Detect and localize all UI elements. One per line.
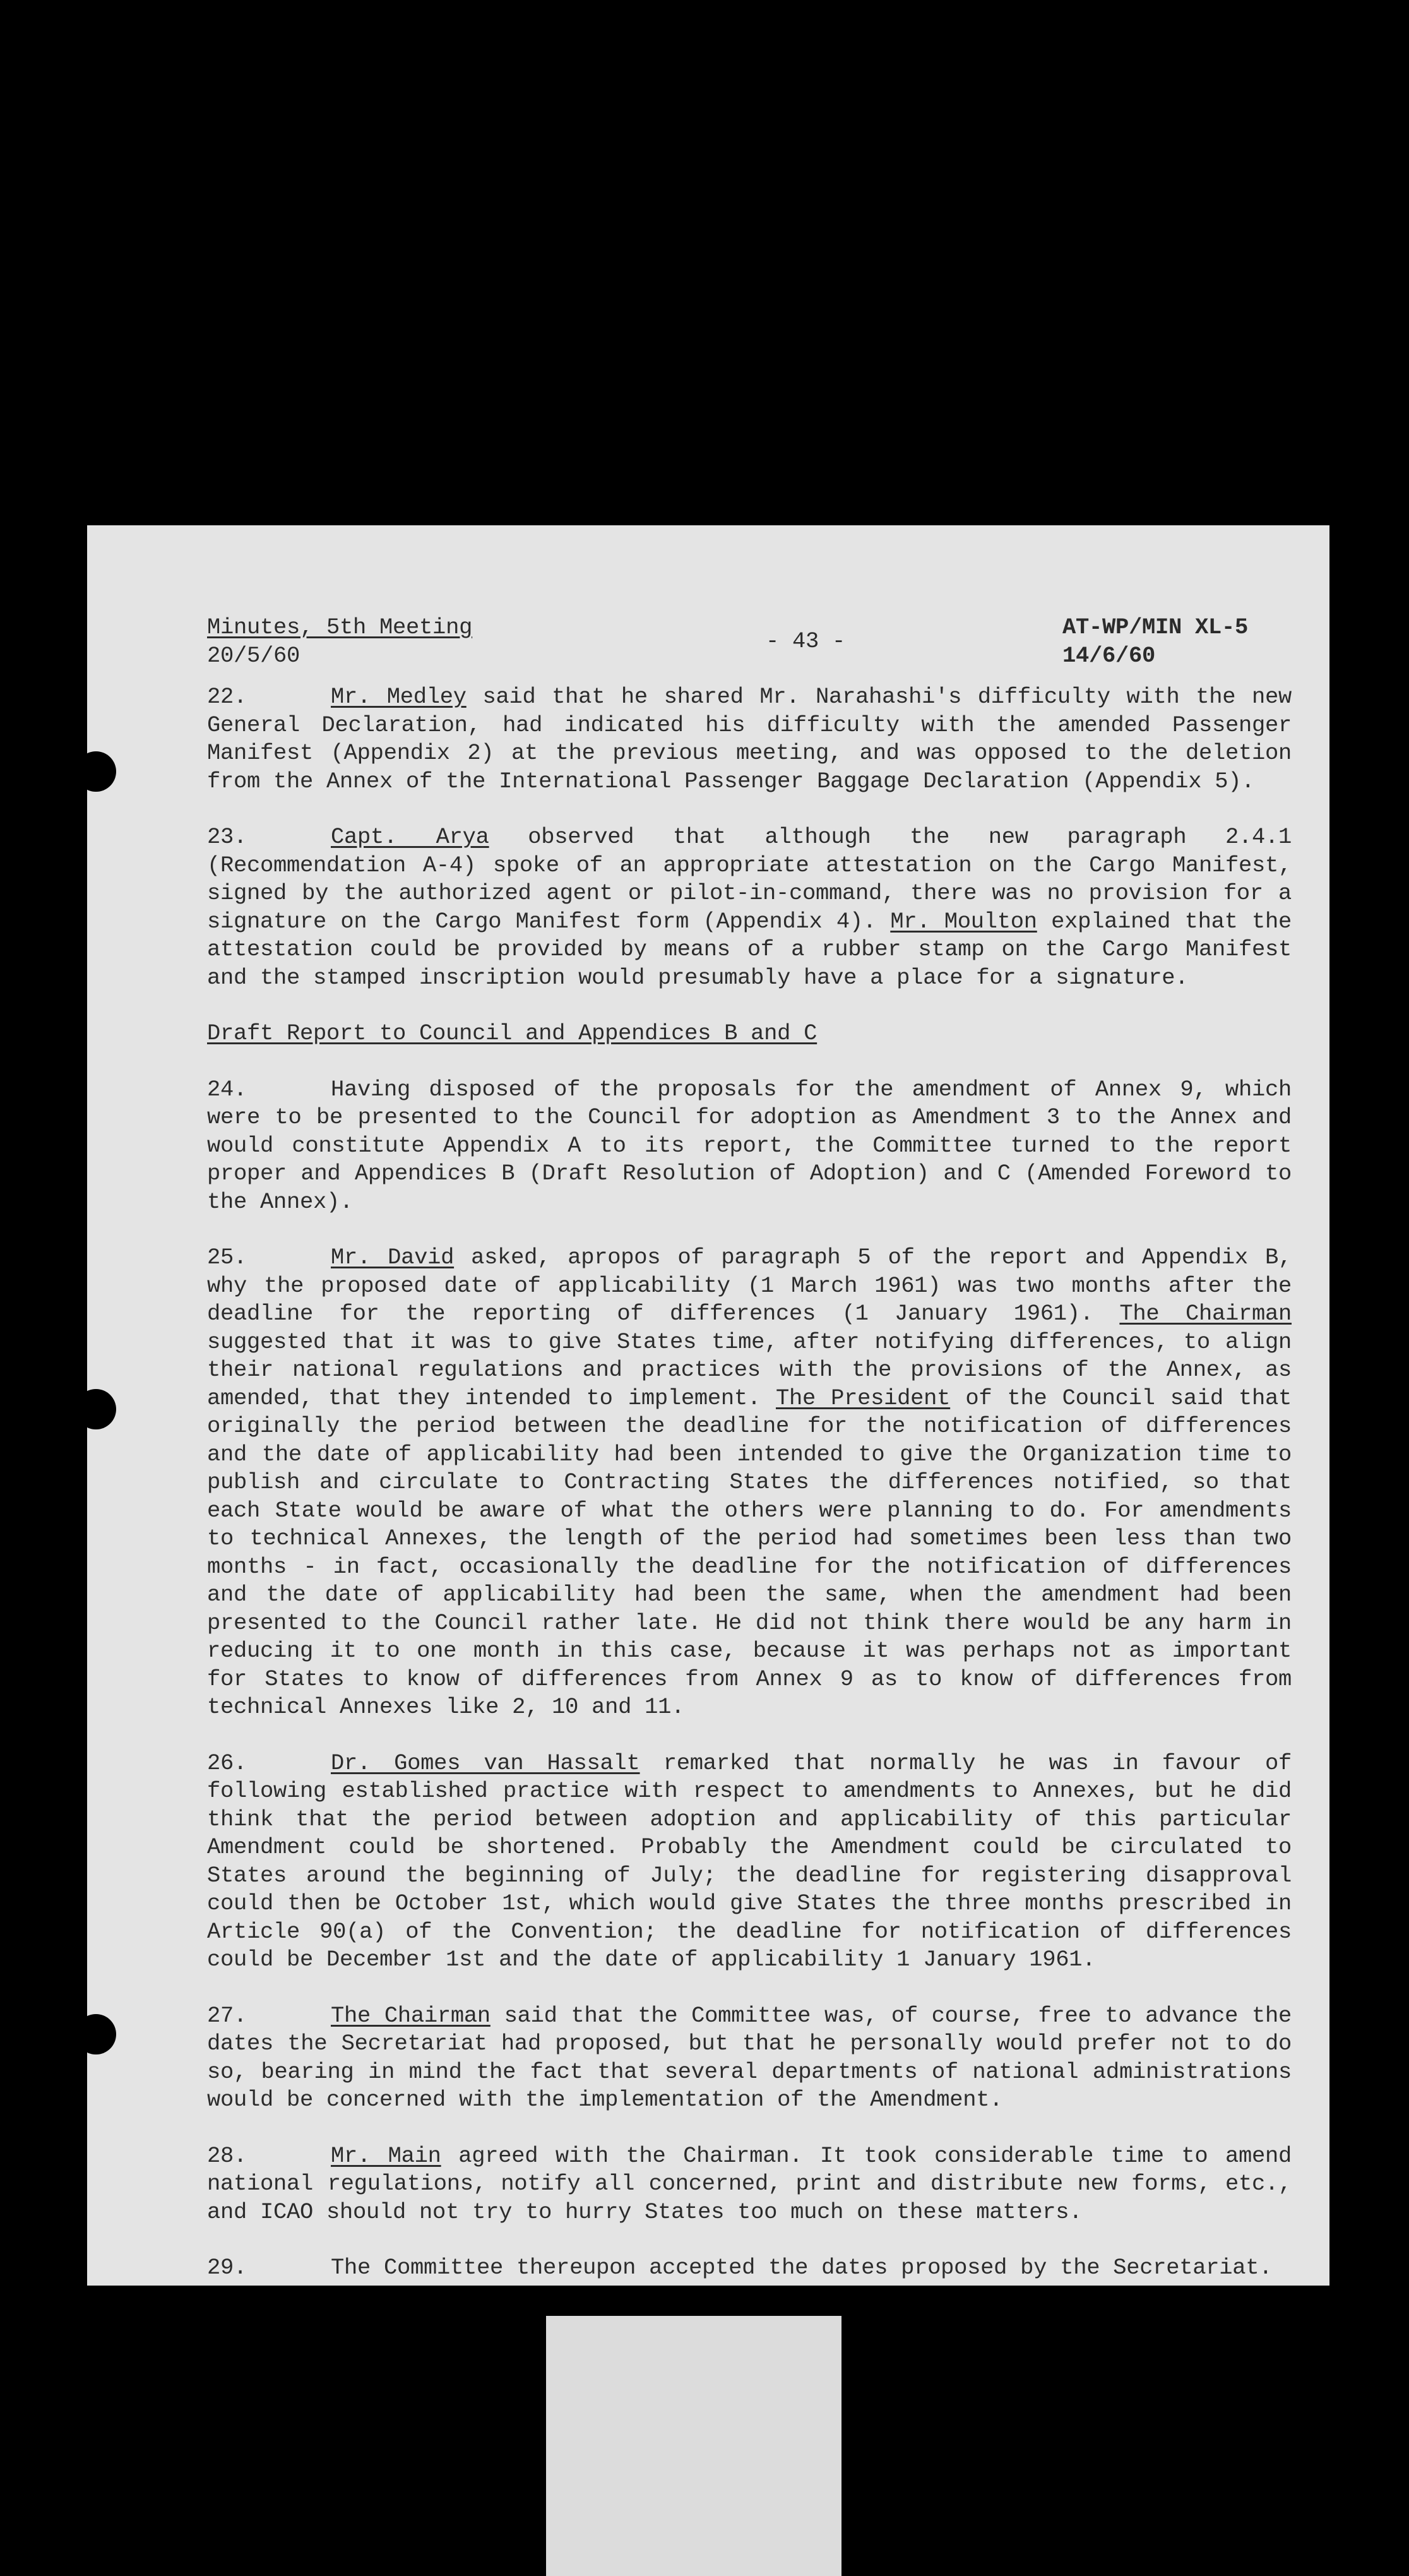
paragraph-text-2: explained that the attestation could be provided by means of a rubber stamp on the Cargo Manifest and the stamped inscription would presumably have a place for a signature. [207,908,1292,991]
paragraph-text: agreed with the Chairman. It took considerable time to amend national regulations, notify all concerned, print and distribute new forms, etc., and ICAO should not try to hurry States too much on these matters. [207,2142,1292,2225]
speaker-name: Dr. Gomes van Hassalt [331,1750,640,1776]
paragraph-number: 29. [207,2255,247,2281]
punch-hole-bottom [76,2014,116,2054]
page-number: - 43 - [766,628,846,654]
paragraph-text: asked, apropos of paragraph 5 of the report and Appendix B, why the proposed date of applicability (1 March 1961) was two months after the deadline for the reporting of differences (1 January 1961). [207,1244,1292,1327]
blank-paper-slip [546,2316,841,2576]
paragraph-text-2: suggested that it was to give States time, after notifying differences, to align their national regulations and practices with the provisions of the Annex, as amended, that they intended to implement. [207,1328,1292,1411]
header-right [1062,614,1248,670]
paragraph-28 [207,2142,1292,2227]
speaker-name-2: The Chairman [1119,1301,1292,1327]
document-date: 14/6/60 [1062,642,1156,669]
header-left [207,614,472,670]
paragraph-27 [207,2002,1292,2114]
speaker-name: Mr. Main [331,2142,441,2169]
paragraph-text: remarked that normally he was in favour of following established practice with respect to amendments to Annexes, but he did think that the period between adoption and applicability of this particular Amendment could be shortened. Probably the Amendment could be circulated to States around the beginning of July; the deadline for registering disapproval could then be October 1st, which would give States the three months prescribed in Article 90(a) of the Convention; the deadline for notification of differences could be December 1st and the date of applicability 1 January 1961. [207,1750,1292,1972]
paragraph-23 [207,823,1292,992]
paragraph-26 [207,1750,1292,1974]
document-page [87,525,1329,2286]
section-heading: Draft Report to Council and Appendices B and C [207,1020,817,1046]
paragraph-number: 22. [207,684,247,710]
paragraph-number: 25. [207,1244,247,1270]
page-header [207,614,1292,683]
paragraph-text: said that he shared Mr. Narahashi's difficulty with the new General Declaration, had indicated his difficulty with the amended Passenger Manifest (Appendix 2) at the previous meeting, and was opposed to the deletion from the Annex of the International Passenger Baggage Declaration (Appendix 5). [207,684,1292,794]
paragraph-22 [207,683,1292,796]
paragraph-29 [207,2254,1292,2282]
speaker-name: Mr. David [331,1244,455,1270]
paragraph-number: 27. [207,2002,247,2029]
paragraph-text: observed that although the new paragraph 2.4.1 (Recommendation A-4) spoke of an appropriate attestation on the Cargo Manifest, signed by the authorized agent or pilot-in-command, there was no provision for a signature on the Cargo Manifest form (Appendix 4). [207,824,1292,934]
paragraph-25 [207,1244,1292,1722]
paragraph-number: 28. [207,2142,247,2169]
speaker-name-2: Mr. Moulton [890,908,1037,934]
speaker-name: Capt. Arya [331,824,489,850]
speaker-name: Mr. Medley [331,684,467,710]
paragraph-text: Having disposed of the proposals for the amendment of Annex 9, which were to be presented to the Council for adoption as Amendment 3 to the Annex and would constitute Appendix A to its report, the Committee turned to the report proper and Appendices B (Draft Resolution of Adoption) and C (Amended Foreword to the Annex). [207,1076,1292,1215]
meeting-date: 20/5/60 [207,642,300,669]
punch-hole-top [76,751,116,792]
paragraph-24 [207,1076,1292,1217]
speaker-name: The Chairman [331,2002,490,2029]
paragraph-number: 23. [207,824,247,850]
meeting-title: Minutes, 5th Meeting [207,614,473,640]
paragraph-number: 26. [207,1750,247,1776]
punch-hole-middle [76,1389,116,1429]
paragraph-number: 24. [207,1076,247,1102]
speaker-name-3: The President [776,1385,951,1411]
paragraph-text-3: of the Council said that originally the period between the deadline for the notification of differences and the date of applicability had been intended to give the Organization time to publish and circulate to Contracting States the differences notified, so that each State would be aware of what the others were planning to do. For amendments to technical Annexes, the length of the period had sometimes been less than two months - in fact, occasionally the deadline for the notification of differences and the date of applicability had been the same, when the amendment had been presented to the Council rather late. He did not think there would be any harm in reducing it to one month in this case, because it was perhaps not as important for States to know of differences from Annex 9 as to know of differences from technical Annexes like 2, 10 and 11. [207,1385,1292,1720]
document-reference: AT-WP/MIN XL-5 [1062,614,1249,640]
paragraph-text: The Committee thereupon accepted the dates proposed by the Secretariat. [331,2255,1273,2281]
paragraph-text: said that the Committee was, of course, free to advance the dates the Secretariat had proposed, but that he personally would prefer not to do so, bearing in mind the fact that several departments of national administrations would be concerned with the implementation of the Amendment. [207,2002,1292,2113]
